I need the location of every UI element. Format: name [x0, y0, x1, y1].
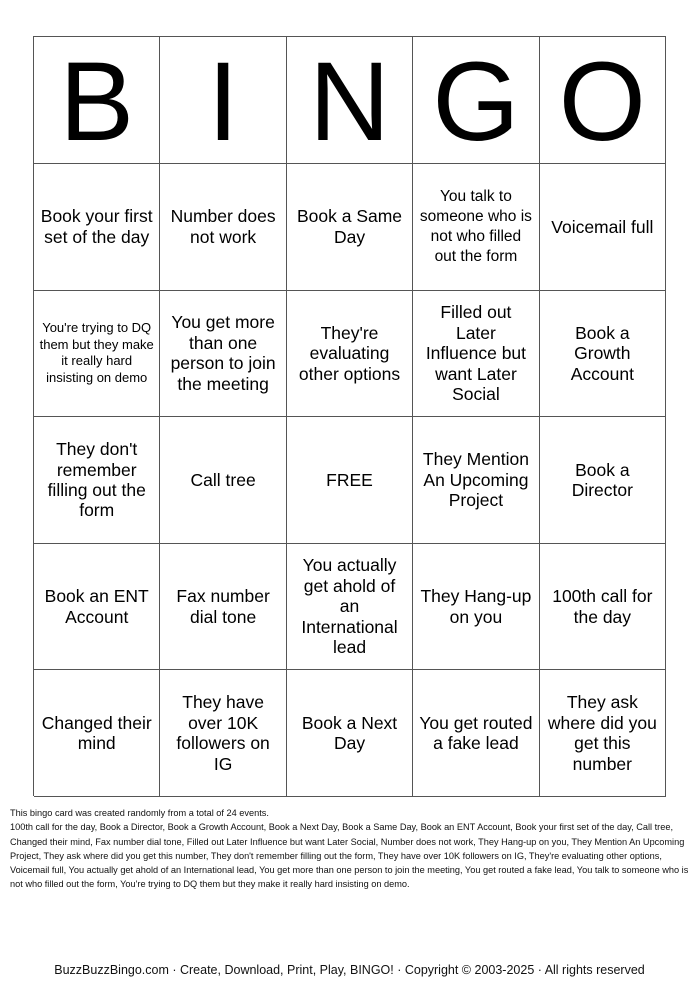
bingo-cell: You get routed a fake lead — [413, 670, 539, 797]
bingo-cell: You're trying to DQ them but they make it really hard insisting on demo — [34, 291, 160, 418]
bingo-cell: Call tree — [160, 417, 286, 544]
bingo-cell: They have over 10K followers on IG — [160, 670, 286, 797]
bingo-cell: Changed their mind — [34, 670, 160, 797]
bingo-cell: They Hang-up on you — [413, 544, 539, 671]
bingo-cell: They don't remember filling out the form — [34, 417, 160, 544]
header-letter-i: I — [160, 37, 286, 164]
bingo-cell: Fax number dial tone — [160, 544, 286, 671]
card-info-text — [10, 806, 690, 892]
bingo-cell: Book a Director — [540, 417, 666, 544]
bingo-cell: Book a Next Day — [287, 670, 413, 797]
card-info-event-list: 100th call for the day, Book a Director, Book a Growth Account, Book a Next Day, Book a Same Day, Book an ENT Account, Book your first set of the day, Call tree, Changed their mind, Fax number dial tone, Filled out Later Influence but want Later Social, Number does not work, They Hang-up on you, They Mention An Upcoming Project, They ask where did you get this number, They don't remember filling out the form, They have over 10K followers on IG, They're evaluating other options, Voicemail full, You actually get ahold of an International lead, You get more than one person to join the meeting, You get routed a fake lead, You talk to someone who is not who filled out the form, You're trying to DQ them but they make it really hard insisting on demo. — [10, 822, 689, 890]
bingo-cell: You talk to someone who is not who filled out the form — [413, 164, 539, 291]
free-space-cell: FREE — [287, 417, 413, 544]
bingo-row-5 — [34, 670, 666, 797]
bingo-cell: Book a Growth Account — [540, 291, 666, 418]
site-footer: BuzzBuzzBingo.com · Create, Download, Print, Play, BINGO! · Copyright © 2003-2025 · All rights reserved — [54, 963, 645, 977]
bingo-card — [33, 36, 666, 796]
bingo-row-1 — [34, 164, 666, 291]
bingo-row-2 — [34, 291, 666, 418]
bingo-cell: You get more than one person to join the meeting — [160, 291, 286, 418]
bingo-cell: Voicemail full — [540, 164, 666, 291]
bingo-cell: Book an ENT Account — [34, 544, 160, 671]
bingo-cell: They ask where did you get this number — [540, 670, 666, 797]
header-letter-o: O — [540, 37, 666, 164]
bingo-cell: 100th call for the day — [540, 544, 666, 671]
header-letter-b: B — [34, 37, 160, 164]
card-info-summary: This bingo card was created randomly from a total of 24 events. — [10, 808, 269, 818]
bingo-header-row — [34, 37, 666, 164]
bingo-cell: Book your first set of the day — [34, 164, 160, 291]
bingo-row-4 — [34, 544, 666, 671]
bingo-cell: You actually get ahold of an International lead — [287, 544, 413, 671]
bingo-cell: Filled out Later Influence but want Later Social — [413, 291, 539, 418]
bingo-cell: They're evaluating other options — [287, 291, 413, 418]
bingo-row-3 — [34, 417, 666, 544]
header-letter-g: G — [413, 37, 539, 164]
header-letter-n: N — [287, 37, 413, 164]
bingo-cell: Book a Same Day — [287, 164, 413, 291]
bingo-cell: They Mention An Upcoming Project — [413, 417, 539, 544]
bingo-cell: Number does not work — [160, 164, 286, 291]
